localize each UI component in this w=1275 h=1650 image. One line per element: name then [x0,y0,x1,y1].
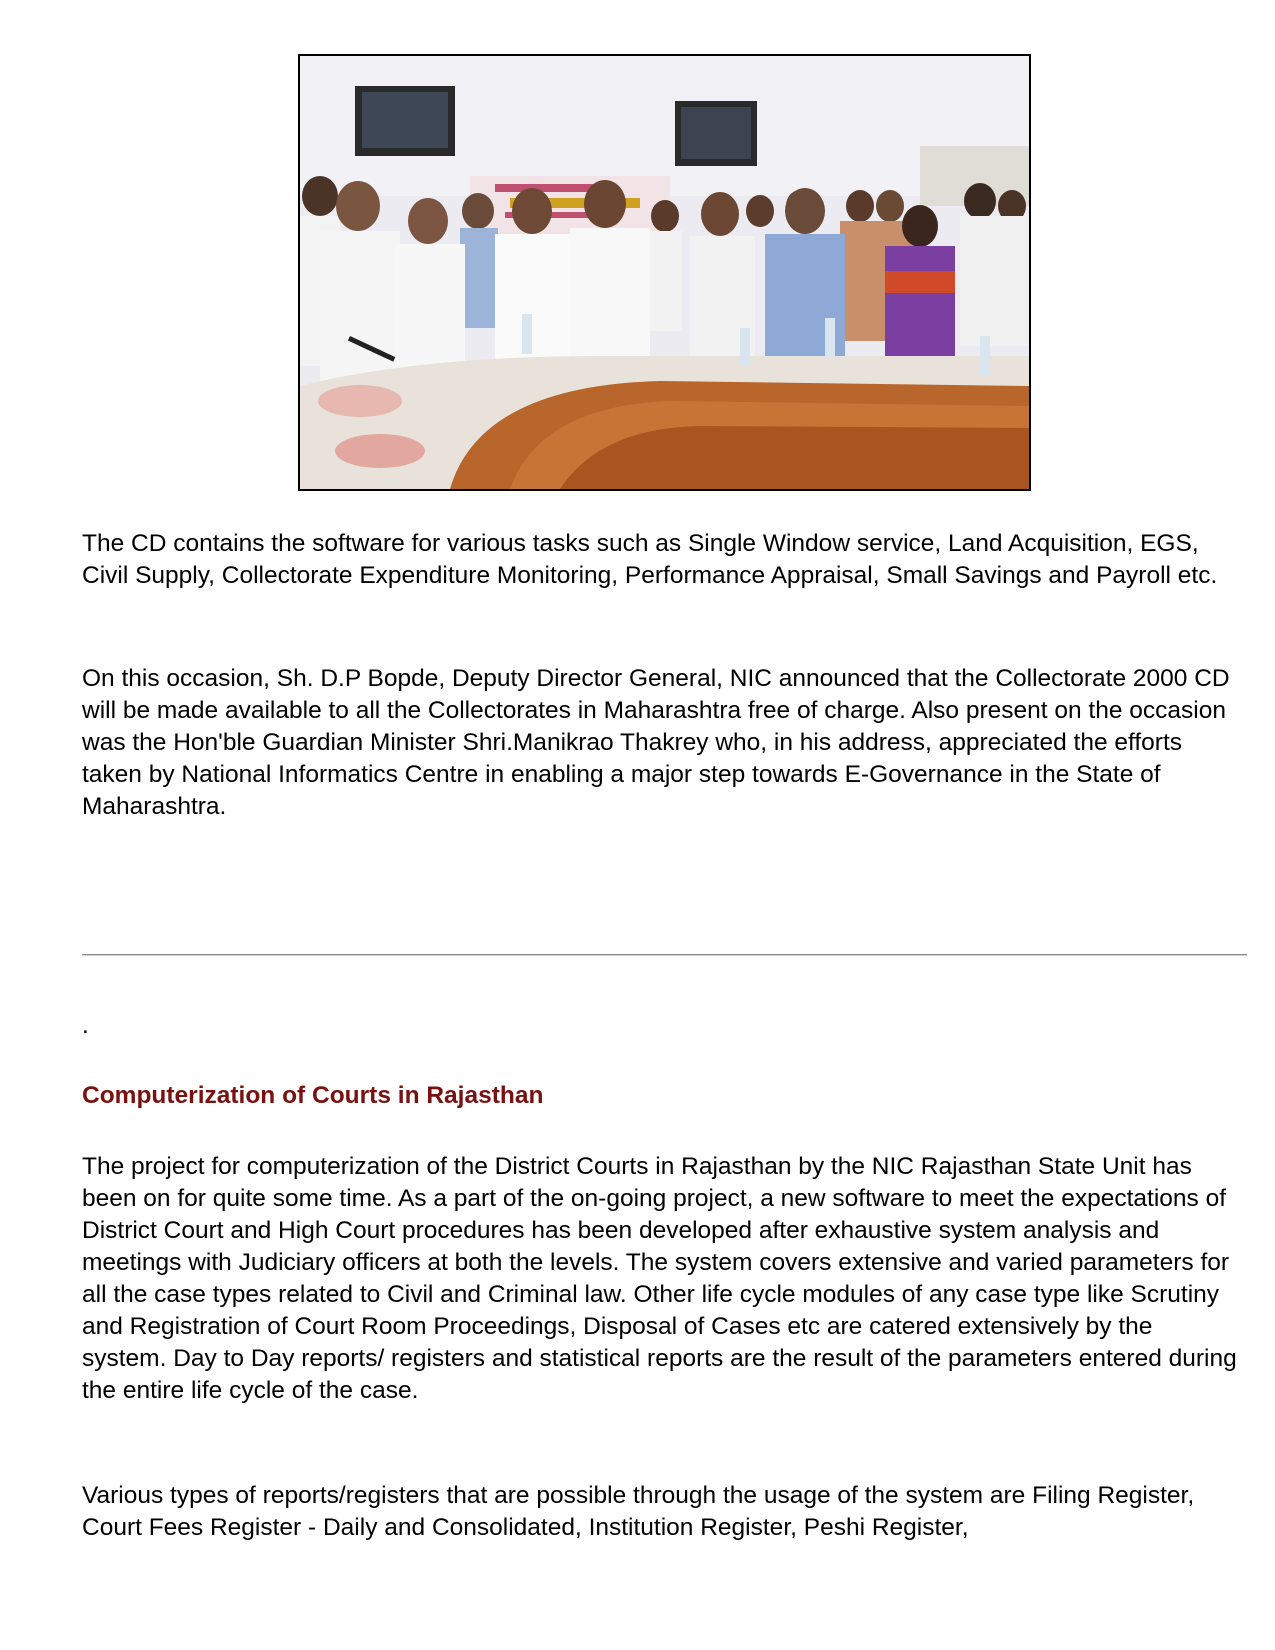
paragraph-occasion: On this occasion, Sh. D.P Bopde, Deputy Director General, NIC announced that the Collectorate 2000 CD will be made available to all the Collectorates in Maharashtra free of charge. Also present on the occasion was the Hon'ble Guardian Minister Shri.Manikrao Thakrey who, in his address, appreciated the efforts taken by National Informatics Centre in enabling a major step towards E-Governance in the State of Maharashtra. [82,665,1230,820]
tv-screen-right [675,101,757,166]
horizontal-divider [82,954,1247,956]
stray-period: . [82,1012,89,1039]
tv-screen-left [355,86,455,156]
section-heading: Computerization of Courts in Rajasthan [82,1082,544,1109]
event-photo [298,54,1031,491]
paragraph-courts-project: The project for computerization of the District Courts in Rajasthan by the NIC Rajasthan State Unit has been on for quite some time. As a part of the on-going project, a new software to meet the expectations of District Court and High Court procedures has been developed after exhaustive system analysis and meetings with Judiciary officers at both the levels. The system covers extensive and varied parameters for all the case types related to Civil and Criminal law. Other life cycle modules of any case type like Scrutiny and Registration of Court Room Proceedings, Disposal of Cases etc are catered extensively by the system. Day to Day reports/ registers and statistical reports are the result of the parameters entered during the entire life cycle of the case. [82,1153,1237,1404]
paragraph-cd-contents: The CD contains the software for various tasks such as Single Window service, Land Acquisition, EGS, Civil Supply, Collectorate Expenditure Monitoring, Performance Appraisal, Small Savings and Payroll etc. [82,530,1218,589]
paragraph-reports: Various types of reports/registers that are possible through the usage of the system are Filing Register, Court Fees Register - Daily and Consolidated, Institution Register, Peshi Register, [82,1482,1195,1541]
event-photo-illustration [300,56,1029,489]
